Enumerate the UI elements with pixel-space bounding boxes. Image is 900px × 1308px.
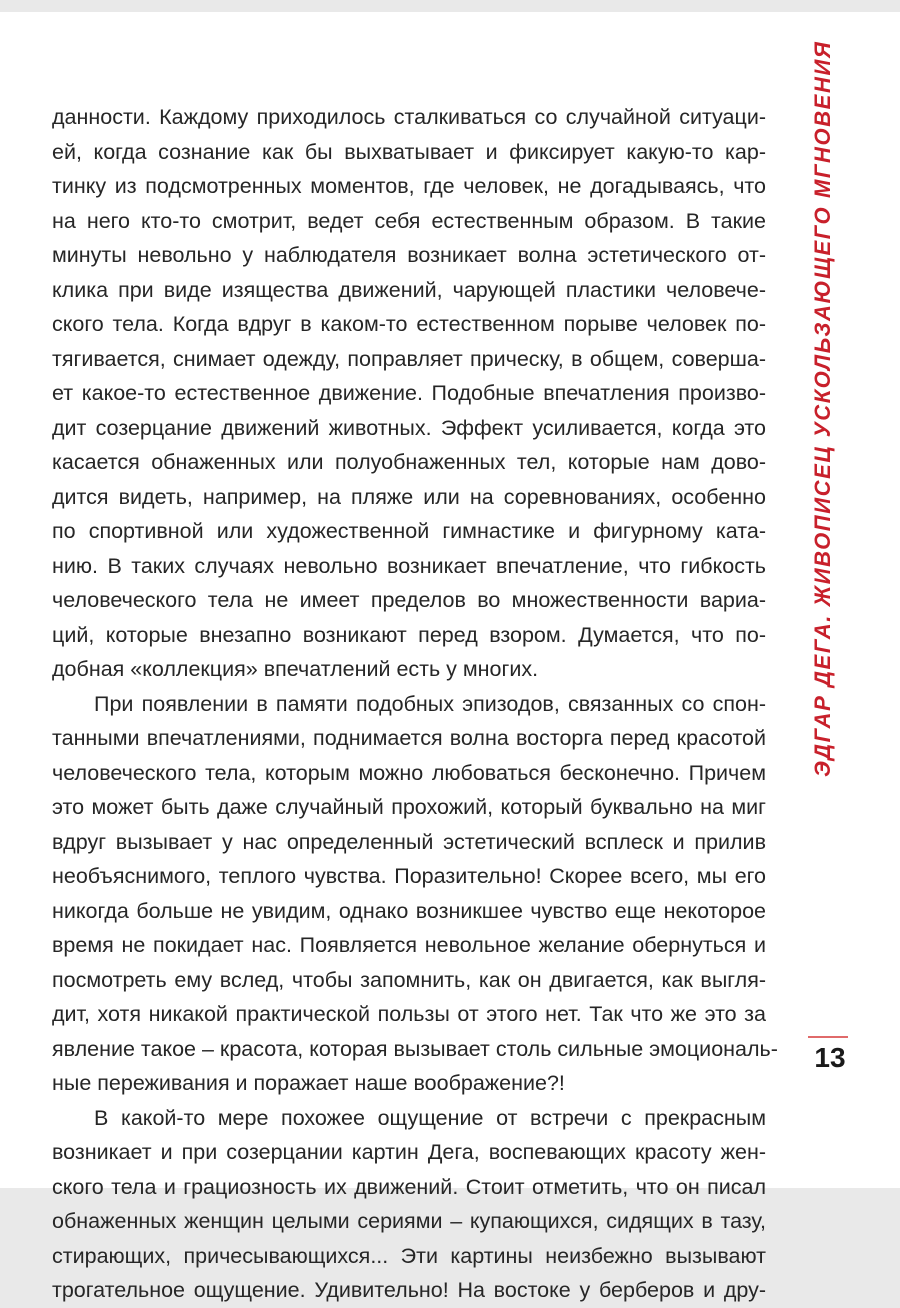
paragraph [52,100,766,687]
text-line: ского тела и грациозность их движений. Стоит отметить, что он писал [52,1174,766,1199]
text-line: явление такое – красота, которая вызывает столь сильные эмоциональ- [52,1036,778,1061]
text-line: никогда больше не увидим, однако возникшее чувство еще некоторое [52,898,766,923]
text-line: В какой-то мере похожее ощущение от встречи с прекрасным [94,1105,766,1130]
text-line: обнаженных женщин целыми сериями – купающихся, сидящих в тазу, [52,1209,766,1233]
text-line: ций, которые внезапно возникают перед взором. Думается, что по- [52,622,766,647]
running-title: ЭДГАР ДЕГА. ЖИВОПИСЕЦ УСКОЛЬЗАЮЩЕГО МГНОВЕНИЯ [810,40,835,777]
text-line: на него кто-то смотрит, ведет себя естественным образом. В такие [52,208,766,233]
paragraph [52,1101,766,1308]
text-line: время не покидает нас. Появляется невольное желание обернуться и [52,933,766,957]
text-line: трогательное ощущение. Удивительно! На востоке у берберов и дру- [52,1278,766,1302]
book-page [0,12,900,1302]
text-line: данности. Каждому приходилось сталкиваться со случайной ситуаци- [52,105,766,129]
text-line: по спортивной или художественной гимнастике и фигурному ката- [52,519,766,543]
text-line: танными впечатлениями, поднимается волна восторга перед красотой [52,726,766,750]
text-line: добная «коллекция» впечатлений есть у многих. [52,657,539,681]
body-text [52,100,778,1308]
text-line: тягивается, снимает одежду, поправляет прическу, в общем, соверша- [52,346,766,371]
text-line: дит, хотя никакой практической пользы от этого нет. Так что же это за [52,1002,766,1026]
text-line: человеческого тела не имеет пределов во множественности вариа- [52,588,766,612]
text-line: необъяснимого, теплого чувства. Поразительно! Скорее всего, мы его [52,864,766,888]
text-line: тинку из подсмотренных моментов, где человек, не догадываясь, что [52,174,766,198]
page-number: 13 [814,1042,846,1073]
text-line: вдруг вызывает у нас определенный эстетический всплеск и прилив [52,829,766,854]
text-line: При появлении в памяти подобных эпизодов, связанных со спон- [94,691,766,716]
text-line: стирающих, причесывающихся... Эти картины неизбежно вызывают [52,1243,766,1268]
text-line: посмотреть ему вслед, чтобы запомнить, как он двигается, как выгля- [52,967,766,992]
paragraph [52,687,778,1101]
text-line: клика при виде изящества движений, чарующей пластики человече- [52,277,766,302]
text-line: возникает и при созерцании картин Дега, воспевающих красоту жен- [52,1140,766,1164]
text-line: дит созерцание движений животных. Эффект усиливается, когда это [52,415,766,440]
page-number-rule [808,1036,848,1038]
text-line: дится видеть, например, на пляже или на соревнованиях, особенно [52,484,766,509]
text-line: человеческого тела, которым можно любоваться бесконечно. Причем [52,760,766,785]
text-line: ные переживания и поражает наше воображение?! [52,1071,565,1095]
text-line: это может быть даже случайный прохожий, который буквально на миг [52,795,766,819]
text-line: нию. В таких случаях невольно возникает впечатление, что гибкость [52,553,766,578]
text-line: ского тела. Когда вдруг в каком-то естественном порыве человек по- [52,312,766,336]
text-line: ей, когда сознание как бы выхватывает и фиксирует какую-то кар- [52,139,766,164]
text-line: минуты невольно у наблюдателя возникает волна эстетического от- [52,243,766,267]
text-line: касается обнаженных или полуобнаженных тел, которые нам дово- [52,450,766,474]
text-line: ет какое-то естественное движение. Подобные впечатления произво- [52,381,766,405]
